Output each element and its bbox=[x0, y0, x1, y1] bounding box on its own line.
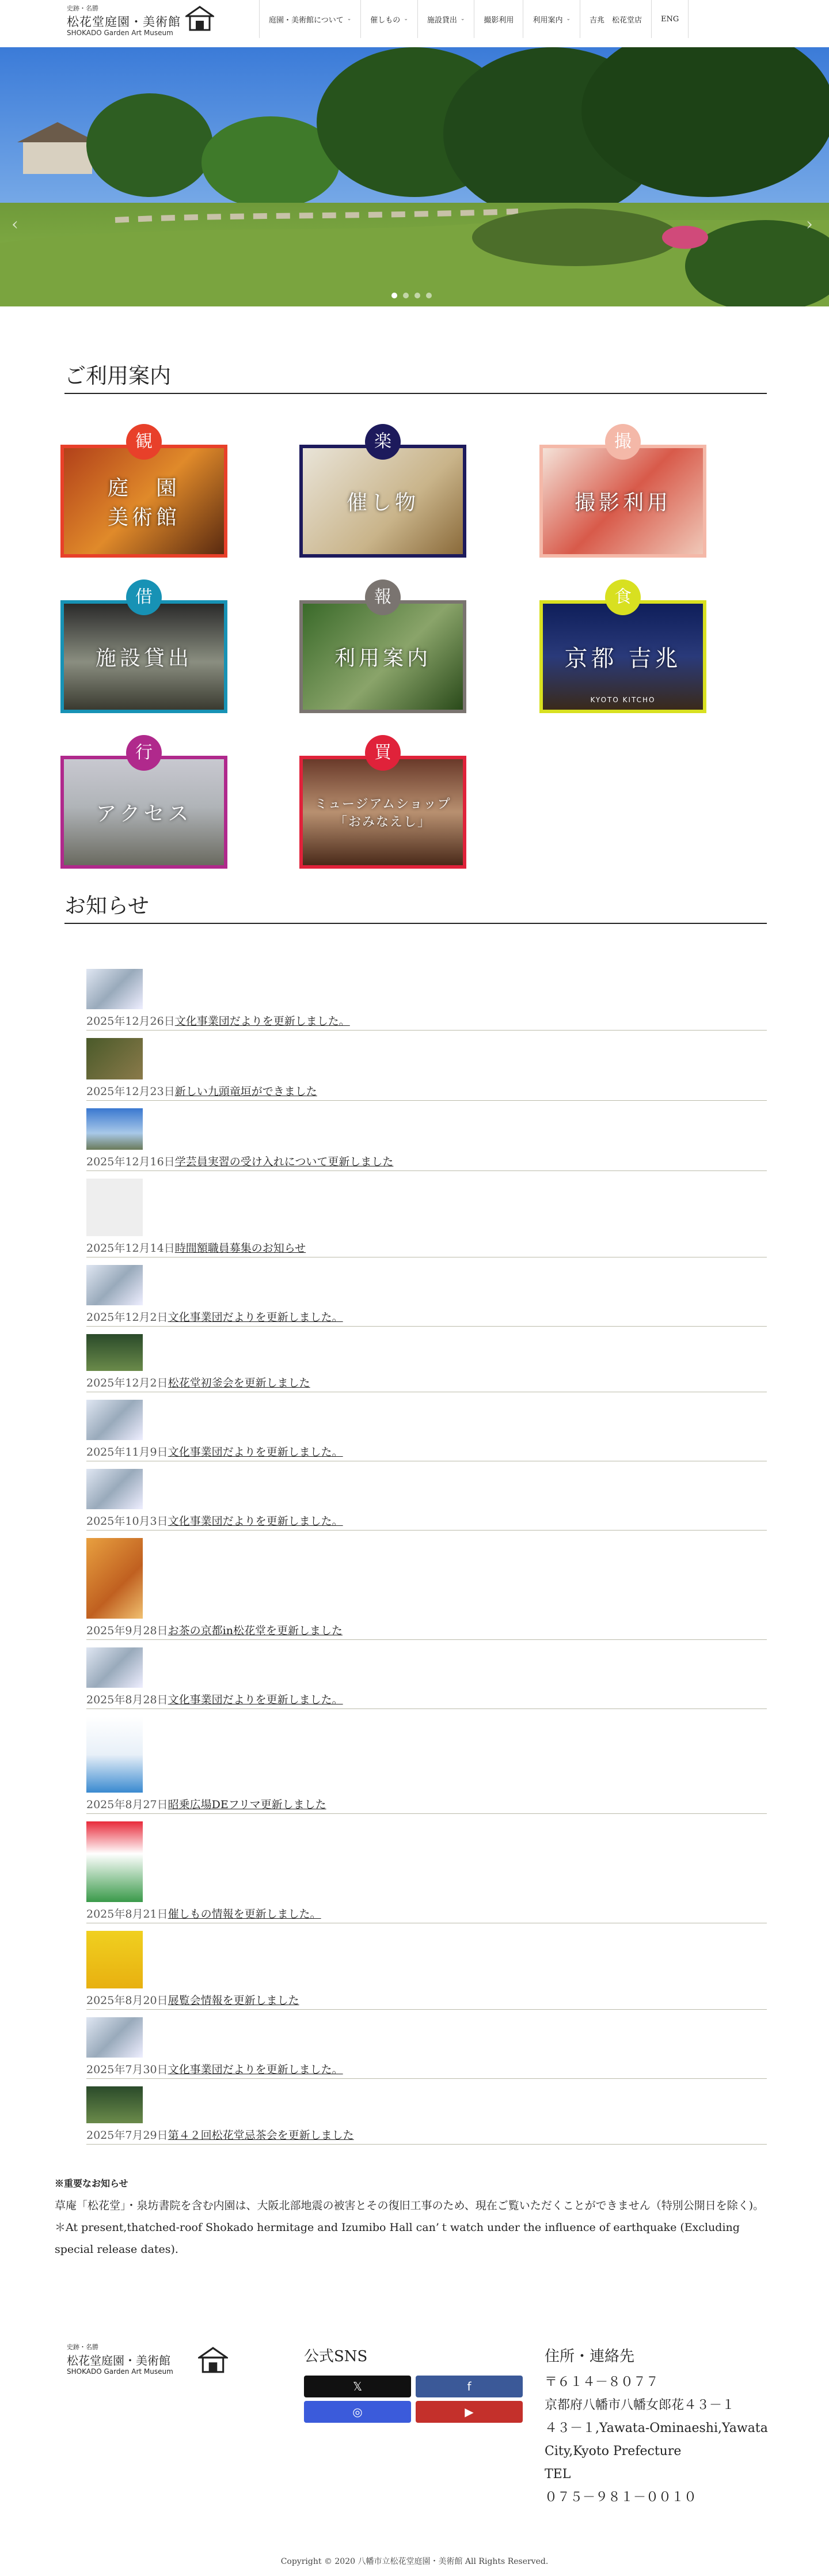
news-thumbnail[interactable] bbox=[86, 1647, 143, 1688]
news-thumbnail[interactable] bbox=[86, 1538, 143, 1619]
instagram-icon[interactable]: ◎ bbox=[304, 2401, 411, 2423]
tile-badge: 行 bbox=[126, 735, 162, 771]
slide-dot[interactable] bbox=[414, 293, 420, 298]
nav-label: 庭園・美術館について bbox=[269, 16, 344, 25]
news-date: 2025年8月20日 bbox=[86, 1994, 168, 2007]
news-thumbnail[interactable] bbox=[86, 1108, 143, 1150]
tile-badge: 買 bbox=[365, 735, 401, 771]
news-date: 2025年8月21日 bbox=[86, 1908, 168, 1920]
news-link[interactable]: 文化事業団だよりを更新しました。 bbox=[168, 1446, 343, 1459]
address-line: ０７５－９８１－００１０ bbox=[545, 2490, 697, 2505]
notice-line-en: ＊At present,thatched-roof Shokado hermitage and Izumibo Hall can’ｔwatch under the influence of earthquake (Excluding special release dates). bbox=[55, 2221, 740, 2256]
tile-badge: 借 bbox=[126, 579, 162, 615]
next-slide-icon[interactable]: › bbox=[806, 214, 813, 234]
news-date: 2025年12月16日 bbox=[86, 1156, 175, 1168]
news-link[interactable]: 文化事業団だよりを更新しました。 bbox=[168, 1694, 343, 1706]
tile-label: 庭 園 美術館 bbox=[107, 476, 180, 529]
news-item bbox=[86, 1374, 310, 1390]
tile-badge: 食 bbox=[605, 579, 641, 615]
tile-label: 催し物 bbox=[346, 491, 419, 515]
chevron-down-icon: ⌄ bbox=[347, 16, 352, 22]
nav-label: ENG bbox=[661, 14, 679, 24]
footer-logo[interactable] bbox=[64, 2342, 237, 2382]
chevron-down-icon: ⌄ bbox=[460, 16, 465, 22]
tile-label: 撮影利用 bbox=[574, 491, 671, 515]
tile-badge: 撮 bbox=[605, 424, 641, 460]
news-item bbox=[86, 1992, 299, 2007]
address-block bbox=[545, 2371, 775, 2509]
news-item bbox=[86, 2061, 343, 2077]
address-line: TEL bbox=[545, 2467, 571, 2482]
tile-badge: 楽 bbox=[365, 424, 401, 460]
tile-label: アクセス bbox=[96, 802, 192, 826]
news-item bbox=[86, 1622, 343, 1638]
news-item bbox=[86, 1796, 326, 1812]
logo-main-text: 松花堂庭園・美術館 bbox=[67, 15, 181, 29]
news-item bbox=[86, 1240, 306, 1255]
news-thumbnail[interactable] bbox=[86, 1931, 143, 1988]
news-thumbnail[interactable] bbox=[86, 1334, 143, 1371]
news-divider bbox=[86, 1813, 767, 1814]
news-link[interactable]: 展覧会情報を更新しました bbox=[168, 1994, 299, 2007]
news-item bbox=[86, 1309, 343, 1324]
chevron-down-icon: ⌄ bbox=[566, 16, 571, 22]
news-link[interactable]: 松花堂初釜会を更新しました bbox=[168, 1377, 310, 1389]
slide-dot[interactable] bbox=[403, 293, 409, 298]
footer-logo-sub: SHOKADO Garden Art Museum bbox=[67, 2367, 173, 2376]
logo-small-text: 史跡・名勝 bbox=[67, 5, 98, 12]
news-thumbnail[interactable] bbox=[86, 2086, 143, 2123]
footer-logo-main: 松花堂庭園・美術館 bbox=[67, 2354, 170, 2367]
news-thumbnail[interactable] bbox=[86, 1717, 143, 1793]
news-date: 2025年10月3日 bbox=[86, 1515, 168, 1528]
nav-label: 施設貸出 bbox=[427, 16, 457, 25]
pavilion-icon bbox=[185, 5, 214, 32]
garden-photo bbox=[0, 47, 829, 306]
nav-label: 催しもの bbox=[370, 16, 401, 25]
news-link[interactable]: 第４２回松花堂忌茶会を更新しました bbox=[168, 2129, 354, 2142]
news-divider bbox=[86, 1100, 767, 1101]
news-link[interactable]: 文化事業団だよりを更新しました。 bbox=[174, 1015, 350, 1028]
slide-dot[interactable] bbox=[426, 293, 432, 298]
hero-slideshow[interactable] bbox=[0, 47, 829, 306]
news-thumbnail[interactable] bbox=[86, 1469, 143, 1509]
slide-dot[interactable] bbox=[391, 293, 397, 298]
news-divider bbox=[86, 1639, 767, 1640]
news-link[interactable]: 文化事業団だよりを更新しました。 bbox=[168, 2063, 343, 2076]
news-date: 2025年9月28日 bbox=[86, 1624, 168, 1637]
tile-label: 施設貸出 bbox=[95, 646, 192, 670]
x-icon[interactable]: 𝕏 bbox=[304, 2376, 411, 2397]
news-thumbnail[interactable] bbox=[86, 1821, 143, 1902]
news-date: 2025年12月23日 bbox=[86, 1085, 175, 1098]
nav-item-0[interactable] bbox=[259, 0, 360, 38]
nav-label: 撮影利用 bbox=[484, 16, 514, 25]
tile-label: ミュージアムショップ 「おみなえし」 bbox=[314, 797, 451, 829]
news-thumbnail[interactable] bbox=[86, 1400, 143, 1440]
news-item bbox=[86, 1691, 343, 1707]
tile-badge: 報 bbox=[365, 579, 401, 615]
news-link[interactable]: 学芸員実習の受け入れについて更新しました bbox=[174, 1156, 394, 1168]
news-item bbox=[86, 1013, 350, 1028]
news-divider bbox=[86, 2009, 767, 2010]
news-thumbnail[interactable] bbox=[86, 2017, 143, 2058]
youtube-icon[interactable]: ▶ bbox=[416, 2401, 523, 2423]
news-date: 2025年8月28日 bbox=[86, 1694, 168, 1706]
nav-item-4[interactable] bbox=[523, 0, 580, 38]
facebook-icon[interactable]: f bbox=[416, 2376, 523, 2397]
news-link[interactable]: お茶の京都in松花堂を更新しました bbox=[168, 1624, 343, 1637]
news-thumbnail[interactable] bbox=[86, 1179, 143, 1236]
tile-sub-label: KYOTO KITCHO bbox=[590, 696, 656, 704]
news-thumbnail[interactable] bbox=[86, 1265, 143, 1305]
news-divider bbox=[86, 1326, 767, 1327]
guide-tile-5[interactable] bbox=[539, 600, 706, 713]
nav-label: 吉兆 松花堂店 bbox=[590, 16, 642, 25]
nav-item-6[interactable] bbox=[651, 0, 689, 38]
guide-tile-1[interactable] bbox=[299, 445, 466, 558]
news-item bbox=[86, 1906, 321, 1921]
notice-line-ja: 草庵「松花堂」・泉坊書院を含む内園は、大阪北部地震の被害とその復旧工事のため、現在ご覧いただくことができません（特別公開日を除く)。 bbox=[55, 2199, 765, 2212]
tile-label: 京都 吉兆 bbox=[564, 645, 682, 672]
notice-head: ※重要なお知らせ bbox=[55, 2178, 128, 2189]
address-line: 京都府八幡市八幡女郎花４３－１ bbox=[545, 2398, 735, 2412]
news-divider bbox=[86, 1170, 767, 1171]
news-link[interactable]: 文化事業団だよりを更新しました。 bbox=[168, 1515, 343, 1528]
guide-tile-6[interactable] bbox=[60, 756, 227, 869]
news-item bbox=[86, 1513, 343, 1528]
news-title: お知らせ bbox=[64, 888, 767, 924]
sns-title: 公式SNS bbox=[304, 2348, 368, 2365]
site-header bbox=[0, 0, 829, 47]
news-date: 2025年12月14日 bbox=[86, 1242, 175, 1255]
nav-item-3[interactable] bbox=[474, 0, 523, 38]
tile-label: 利用案内 bbox=[334, 646, 431, 670]
news-date: 2025年7月29日 bbox=[86, 2129, 168, 2142]
guide-tile-2[interactable] bbox=[539, 445, 706, 558]
news-thumbnail[interactable] bbox=[86, 969, 143, 1009]
chevron-down-icon: ⌄ bbox=[404, 16, 408, 22]
news-item bbox=[86, 1083, 317, 1098]
copyright: Copyright © 2020 八幡市立松花堂庭園・美術館 All Rights Reserved. bbox=[280, 2557, 549, 2566]
news-link[interactable]: 昭乗広場DEフリマ更新しました bbox=[168, 1798, 326, 1811]
slide-dots bbox=[391, 293, 432, 298]
nav-item-2[interactable] bbox=[417, 0, 474, 38]
nav-label: 利用案内 bbox=[533, 16, 563, 25]
news-link[interactable]: 時間額職員募集のお知らせ bbox=[174, 1242, 306, 1255]
guide-tile-3[interactable] bbox=[60, 600, 227, 713]
nav-item-1[interactable] bbox=[360, 0, 417, 38]
news-link[interactable]: 催しもの情報を更新しました。 bbox=[168, 1908, 321, 1920]
news-date: 2025年7月30日 bbox=[86, 2063, 168, 2076]
news-date: 2025年8月27日 bbox=[86, 1798, 168, 1811]
news-item bbox=[86, 2127, 354, 2142]
guide-title: ご利用案内 bbox=[64, 358, 767, 394]
main-nav bbox=[259, 0, 689, 38]
news-date: 2025年12月26日 bbox=[86, 1015, 175, 1028]
address-title: 住所・連絡先 bbox=[545, 2348, 635, 2365]
guide-tile-0[interactable] bbox=[60, 445, 227, 558]
nav-item-5[interactable] bbox=[580, 0, 651, 38]
news-link[interactable]: 新しい九頭竜垣ができました bbox=[174, 1085, 317, 1098]
news-divider bbox=[86, 1530, 767, 1531]
footer-logo-small: 史跡・名勝 bbox=[67, 2343, 98, 2351]
news-divider bbox=[86, 2144, 767, 2145]
prev-slide-icon[interactable]: ‹ bbox=[12, 214, 18, 234]
important-notice bbox=[55, 2173, 774, 2260]
news-date: 2025年12月2日 bbox=[86, 1311, 168, 1324]
footer-pavilion-icon bbox=[198, 2346, 228, 2374]
tile-badge: 観 bbox=[126, 424, 162, 460]
news-divider bbox=[86, 2078, 767, 2079]
news-date: 2025年11月9日 bbox=[86, 1446, 168, 1459]
news-link[interactable]: 文化事業団だよりを更新しました。 bbox=[168, 1311, 343, 1324]
address-line: 〒６１４－８０７７ bbox=[545, 2375, 659, 2389]
site-logo[interactable] bbox=[64, 3, 220, 40]
news-thumbnail[interactable] bbox=[86, 1038, 143, 1079]
news-item bbox=[86, 1153, 393, 1169]
guide-tile-4[interactable] bbox=[299, 600, 466, 713]
news-date: 2025年12月2日 bbox=[86, 1377, 168, 1389]
guide-tile-7[interactable] bbox=[299, 756, 466, 869]
news-item bbox=[86, 1444, 343, 1459]
logo-sub-text: SHOKADO Garden Art Museum bbox=[67, 29, 173, 37]
news-divider bbox=[86, 1030, 767, 1031]
address-line: ４３－１,Yawata-Ominaeshi,Yawata City,Kyoto Prefecture bbox=[545, 2421, 768, 2458]
